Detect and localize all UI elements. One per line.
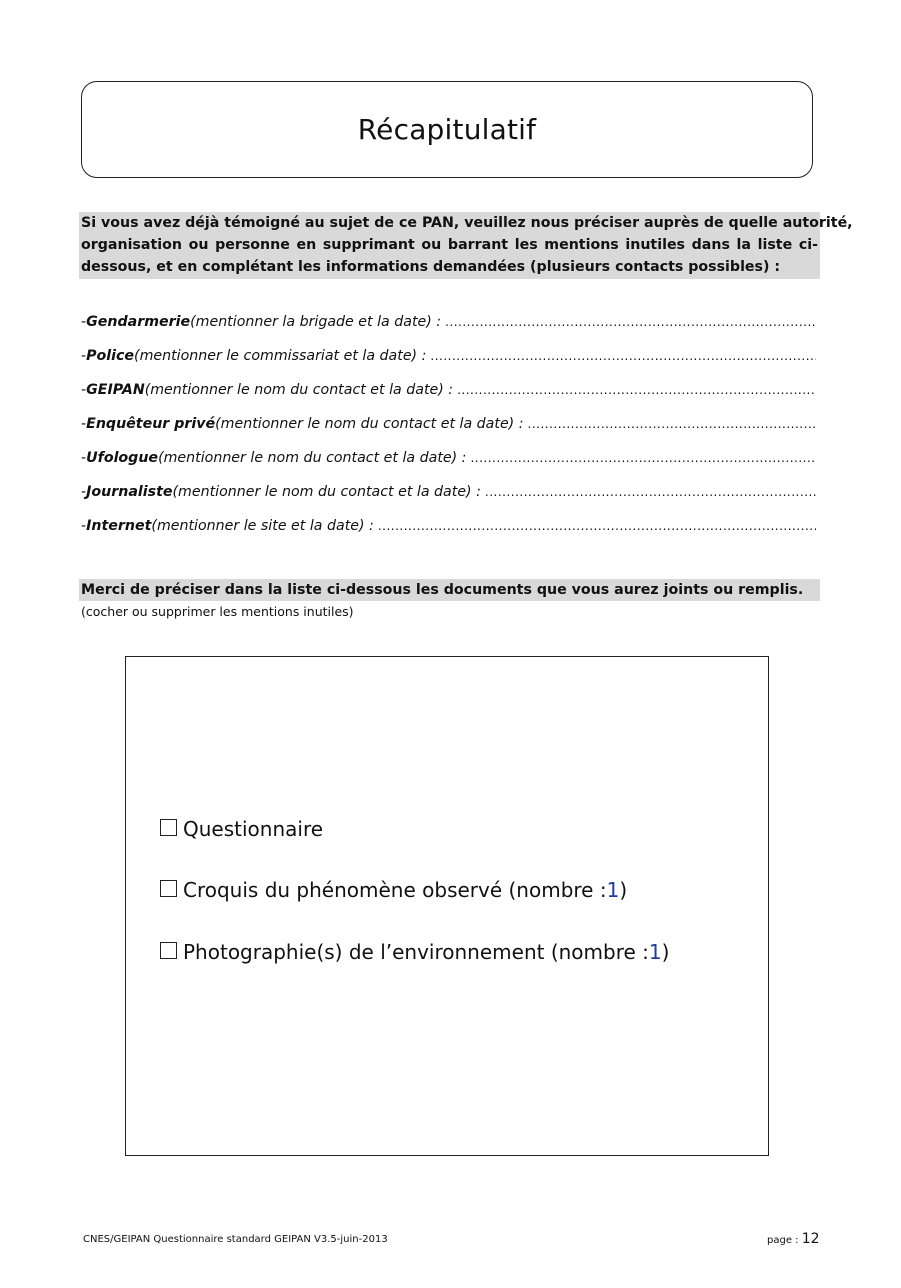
intro-line-1: Si vous avez déjà témoigné au sujet de ce PAN, veuillez nous préciser auprès de quelle autorité,	[81, 215, 853, 231]
intro-line-3: dessous, et en complétant les informations demandées (plusieurs contacts possibles) :	[81, 259, 781, 275]
contact-prefix: -	[81, 416, 87, 432]
contact-hint: (mentionner le nom du contact et la date) :	[158, 450, 467, 466]
documents-box	[125, 656, 769, 1156]
footer-page	[767, 1231, 820, 1247]
document-count: 1	[606, 878, 620, 902]
contact-hint: (mentionner le site et la date) :	[151, 518, 374, 534]
contact-prefix: -	[81, 382, 87, 398]
document-count: 1	[648, 940, 662, 964]
contact-geipan[interactable]	[81, 378, 816, 412]
contact-hint: (mentionner la brigade et la date) :	[190, 314, 442, 330]
documents-hint: (cocher ou supprimer les mentions inutiles)	[81, 604, 354, 619]
document-item-questionnaire[interactable]	[160, 817, 323, 841]
contact-hint: (mentionner le nom du contact et la date) :	[172, 484, 481, 500]
title-box	[81, 81, 813, 178]
contact-label: Enquêteur privé	[86, 416, 216, 432]
checkbox-icon[interactable]	[160, 880, 177, 897]
contact-ufologue[interactable]	[81, 446, 816, 480]
contact-label: Ufologue	[86, 450, 159, 466]
page-number: 12	[801, 1231, 820, 1247]
contact-label: Gendarmerie	[86, 314, 191, 330]
intro-instructions	[79, 212, 853, 279]
fill-in-line[interactable]	[457, 378, 816, 402]
contact-prefix: -	[81, 450, 87, 466]
contact-prefix: -	[81, 314, 87, 330]
contact-internet[interactable]	[81, 514, 816, 548]
documents-title: Merci de préciser dans la liste ci-dessous les documents que vous aurez joints ou remplis.	[79, 579, 820, 601]
page-label: page :	[767, 1235, 802, 1246]
contact-police[interactable]	[81, 344, 816, 378]
document-label: Questionnaire	[183, 817, 324, 841]
fill-in-line[interactable]	[378, 514, 816, 538]
contact-label: Journaliste	[86, 484, 173, 500]
contact-label: Police	[86, 348, 135, 364]
contact-journaliste[interactable]	[81, 480, 816, 514]
contact-enqueteur-prive[interactable]	[81, 412, 816, 446]
fill-in-line[interactable]	[485, 480, 816, 504]
fill-in-line[interactable]	[430, 344, 816, 368]
contact-hint: (mentionner le nom du contact et la date) :	[215, 416, 524, 432]
document-item-photographies[interactable]	[160, 940, 669, 964]
document-count-suffix: )	[619, 878, 628, 902]
document-count-suffix: )	[661, 940, 670, 964]
document-item-croquis[interactable]	[160, 878, 627, 902]
fill-in-line[interactable]	[470, 446, 816, 470]
contact-prefix: -	[81, 348, 87, 364]
contact-prefix: -	[81, 518, 87, 534]
contact-label: Internet	[86, 518, 152, 534]
contact-list	[81, 310, 816, 548]
contact-prefix: -	[81, 484, 87, 500]
checkbox-icon[interactable]	[160, 819, 177, 836]
contact-hint: (mentionner le nom du contact et la date) :	[144, 382, 454, 398]
document-label: Croquis du phénomène observé (nombre :	[183, 878, 607, 902]
footer-document-id: CNES/GEIPAN Questionnaire standard GEIPAN V3.5-juin-2013	[83, 1234, 388, 1245]
fill-in-line[interactable]	[528, 412, 817, 436]
contact-hint: (mentionner le commissariat et la date) :	[134, 348, 427, 364]
intro-line-2: organisation ou personne en supprimant ou barrant les mentions inutiles dans la liste ci-	[81, 237, 818, 253]
checkbox-icon[interactable]	[160, 942, 177, 959]
fill-in-line[interactable]	[445, 310, 816, 334]
document-label: Photographie(s) de l’environnement (nombre :	[183, 940, 649, 964]
contact-label: GEIPAN	[86, 382, 145, 398]
contact-gendarmerie[interactable]	[81, 310, 816, 344]
page-title: Récapitulatif	[357, 113, 537, 146]
